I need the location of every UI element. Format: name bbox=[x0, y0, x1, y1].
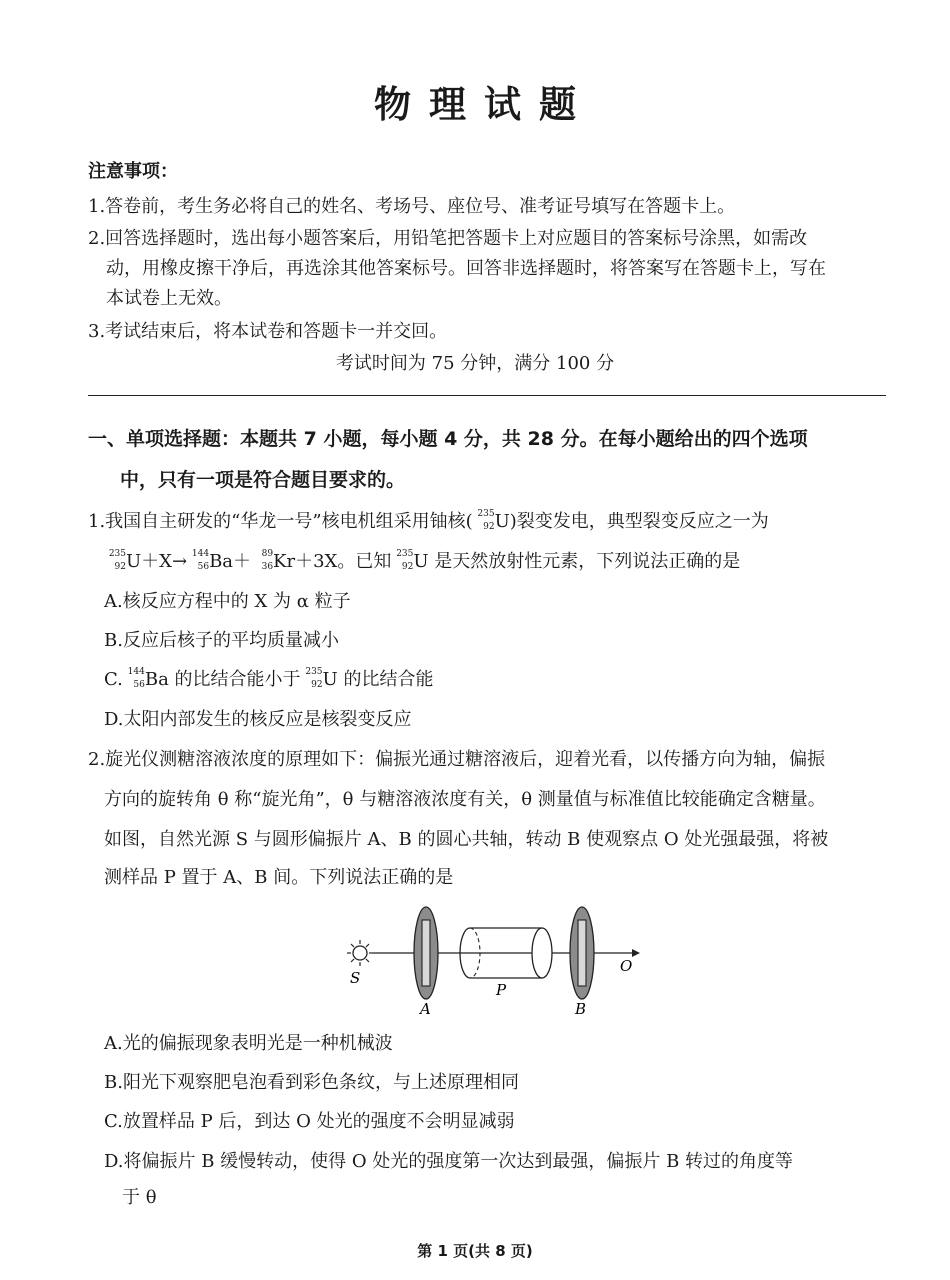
ba-atomic-number: 56 bbox=[197, 562, 210, 572]
q2-option-d-line-1: D.将偏振片 B 缓慢转动，使得 O 处光的强度第一次达到最强，偏振片 B 转过的角度等 bbox=[104, 1151, 794, 1172]
u-atomic-number: 92 bbox=[483, 522, 495, 532]
q1-option-a: A.核反应方程中的 X 为 α 粒子 bbox=[104, 591, 351, 612]
nuclide-ba144 bbox=[187, 550, 209, 572]
ba-mass-number: 144 bbox=[191, 549, 210, 559]
notice-item-2-line-2: 动，用橡皮擦干净后，再选涂其他答案标号。回答非选择题时，将答案写在答题卡上，写在 bbox=[106, 258, 826, 279]
polarizer-a bbox=[414, 907, 438, 999]
q2-stem-line-1: 2.旋光仪测糖溶液浓度的原理如下：偏振光通过糖溶液后，迎着光看，以传播方向为轴，偏振 bbox=[88, 749, 826, 770]
q1-option-c-prefix: C. bbox=[104, 669, 123, 690]
nuclide-u235 bbox=[301, 668, 323, 690]
u-atomic-number: 92 bbox=[311, 680, 323, 690]
notice-heading: 注意事项： bbox=[88, 161, 178, 182]
q1-eq-u: U＋X→ bbox=[126, 551, 188, 572]
q2-stem-line-2: 方向的旋转角 θ 称“旋光角”，θ 与糖溶液浓度有关，θ 测量值与标准值比较能确定含糖量。 bbox=[104, 789, 826, 810]
ba-mass-number: 144 bbox=[127, 667, 145, 677]
q1-option-c-tail: U 的比结合能 bbox=[322, 669, 434, 690]
light-source-icon bbox=[347, 940, 373, 966]
nuclide-kr89 bbox=[251, 550, 273, 572]
ba-atomic-number: 56 bbox=[133, 680, 145, 690]
u-mass-number: 235 bbox=[108, 549, 126, 559]
divider-line bbox=[88, 395, 886, 396]
q1-option-b: B.反应后核子的平均质量减小 bbox=[104, 630, 339, 651]
u-atomic-number: 92 bbox=[401, 562, 414, 572]
page-footer: 第 1 页(共 8 页) bbox=[417, 1242, 533, 1260]
q1-stem-line-1 bbox=[88, 508, 769, 536]
q1-option-c bbox=[104, 666, 433, 694]
nuclide-u235 bbox=[391, 550, 413, 572]
q1-eq-tail: U 是天然放射性元素，下列说法正确的是 bbox=[413, 551, 741, 572]
q1-option-d: D.太阳内部发生的核反应是核裂变反应 bbox=[104, 709, 412, 730]
kr-mass-number: 89 bbox=[261, 549, 274, 559]
label-b: B bbox=[575, 1000, 587, 1018]
polarizer-b bbox=[570, 907, 594, 999]
label-p: P bbox=[496, 981, 507, 999]
q1-eq-kr: Kr＋3X。已知 bbox=[273, 551, 392, 572]
notice-item-3: 3.考试结束后，将本试卷和答题卡一并交回。 bbox=[88, 321, 448, 342]
axis-arrow-head bbox=[632, 949, 640, 957]
q1-stem-text-a: 1.我国自主研发的“华龙一号”核电机组采用铀核( bbox=[88, 511, 473, 532]
u-mass-number: 235 bbox=[477, 509, 495, 519]
u-mass-number: 235 bbox=[305, 667, 323, 677]
q2-stem-line-4: 测样品 P 置于 A、B 间。下列说法正确的是 bbox=[104, 867, 454, 888]
q1-equation-line bbox=[104, 548, 740, 576]
exam-time-info: 考试时间为 75 分钟，满分 100 分 bbox=[335, 353, 615, 374]
label-o: O bbox=[620, 957, 633, 975]
nuclide-ba144 bbox=[123, 668, 145, 690]
nuclide-u235 bbox=[473, 510, 495, 532]
page-title: 物理试题 bbox=[374, 83, 594, 126]
section-heading-line-2: 中，只有一项是符合题目要求的。 bbox=[120, 469, 406, 491]
label-s: S bbox=[350, 969, 361, 987]
section-heading-line-1: 一、单项选择题：本题共 7 小题，每小题 4 分，共 28 分。在每小题给出的四个选项 bbox=[88, 428, 808, 450]
label-a: A bbox=[420, 1000, 431, 1018]
notice-item-1: 1.答卷前，考生务必将自己的姓名、考场号、座位号、准考证号填写在答题卡上。 bbox=[88, 196, 736, 217]
q1-option-c-mid: Ba 的比结合能小于 bbox=[144, 669, 301, 690]
polarizer-diagram bbox=[330, 900, 650, 1025]
q2-option-d-line-2: 于 θ bbox=[122, 1187, 157, 1208]
u-mass-number: 235 bbox=[396, 549, 414, 559]
q2-option-b: B.阳光下观察肥皂泡看到彩色条纹，与上述原理相同 bbox=[104, 1072, 519, 1093]
q2-option-c: C.放置样品 P 后，到达 O 处光的强度不会明显减弱 bbox=[104, 1111, 515, 1132]
u-atomic-number: 92 bbox=[114, 562, 126, 572]
kr-atomic-number: 36 bbox=[261, 562, 274, 572]
q1-eq-ba: Ba＋ bbox=[209, 551, 252, 572]
q2-option-a: A.光的偏振现象表明光是一种机械波 bbox=[104, 1033, 393, 1054]
q2-stem-line-3: 如图，自然光源 S 与圆形偏振片 A、B 的圆心共轴，转动 B 使观察点 O 处光强最强，将被 bbox=[104, 829, 829, 850]
nuclide-u235 bbox=[104, 550, 126, 572]
q1-stem-text-b: U)裂变发电，典型裂变反应之一为 bbox=[494, 511, 769, 532]
notice-item-2-line-1: 2.回答选择题时，选出每小题答案后，用铅笔把答题卡上对应题目的答案标号涂黑，如需改 bbox=[88, 228, 808, 249]
notice-item-2-line-3: 本试卷上无效。 bbox=[106, 288, 232, 309]
